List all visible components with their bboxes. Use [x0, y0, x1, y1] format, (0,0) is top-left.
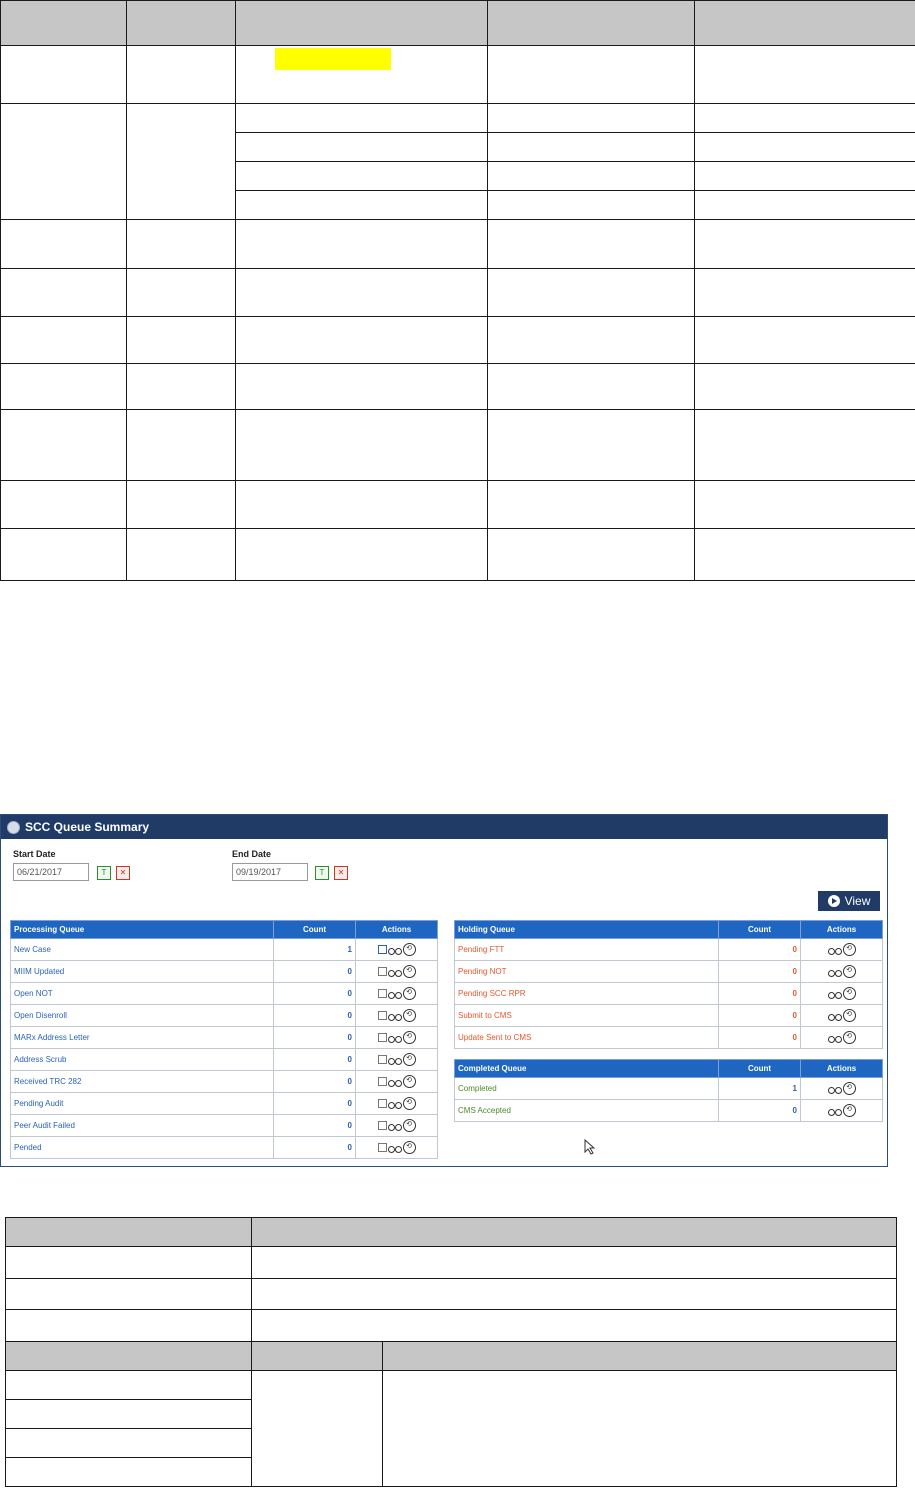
queue-count: 0 [719, 983, 801, 1005]
history-icon[interactable]: ⟲ [403, 1141, 416, 1154]
queue-count: 0 [274, 1071, 356, 1093]
queue-actions [801, 1027, 883, 1049]
history-icon[interactable]: ⟲ [403, 1119, 416, 1132]
scc-queue-summary-panel [0, 814, 888, 1167]
queue-name-link[interactable]: CMS Accepted [455, 1100, 719, 1122]
binoculars-icon[interactable] [828, 1012, 842, 1020]
history-icon[interactable]: ⟲ [843, 1009, 856, 1022]
queue-actions [356, 983, 438, 1005]
copy-icon[interactable] [378, 1077, 387, 1086]
history-icon[interactable]: ⟲ [843, 943, 856, 956]
queue-actions [356, 1049, 438, 1071]
table-header-row [1, 1, 915, 46]
queue-actions [801, 961, 883, 983]
history-icon[interactable]: ⟲ [403, 1097, 416, 1110]
queue-name-link[interactable]: Pending FTT [455, 939, 719, 961]
queue-actions [801, 1100, 883, 1122]
queue-name-link[interactable]: Pending Audit [11, 1093, 274, 1115]
queue-name-link[interactable]: Address Scrub [11, 1049, 274, 1071]
table-row [1, 46, 915, 104]
table-row [455, 1100, 883, 1122]
queue-actions [356, 1093, 438, 1115]
mouse-cursor-icon [584, 1139, 596, 1155]
table-row [6, 1279, 897, 1310]
history-icon[interactable]: ⟲ [843, 1104, 856, 1117]
actions-header: Actions [801, 1060, 883, 1078]
binoculars-icon[interactable] [388, 1078, 402, 1086]
header-cell [488, 1, 695, 46]
queue-name-link[interactable]: Submit to CMS [455, 1005, 719, 1027]
queue-actions [356, 1137, 438, 1159]
completed-queue-table [454, 1059, 883, 1122]
copy-icon[interactable] [378, 1055, 387, 1064]
header-cell [695, 1, 915, 46]
table-row [11, 1005, 438, 1027]
bottom-document-table [5, 1217, 897, 1487]
binoculars-icon[interactable] [388, 1144, 402, 1152]
yellow-highlight [275, 48, 391, 70]
panel-title-bar [1, 815, 887, 839]
queue-name-link[interactable]: Peer Audit Failed [11, 1115, 274, 1137]
table-row [11, 1027, 438, 1049]
copy-icon[interactable] [378, 1011, 387, 1020]
table-row [11, 1115, 438, 1137]
binoculars-icon[interactable] [388, 1056, 402, 1064]
binoculars-icon[interactable] [828, 990, 842, 998]
history-icon[interactable]: ⟲ [403, 987, 416, 1000]
table-row [455, 1078, 883, 1100]
table-row [455, 1027, 883, 1049]
queue-name-link[interactable]: Completed [455, 1078, 719, 1100]
end-date-label: End Date [232, 849, 272, 859]
copy-icon[interactable] [378, 1033, 387, 1042]
holding-queue-header: Holding Queue [455, 921, 719, 939]
binoculars-icon[interactable] [388, 1034, 402, 1042]
queue-actions [356, 1071, 438, 1093]
table-row [455, 1005, 883, 1027]
queue-count: 0 [274, 1049, 356, 1071]
queue-actions [356, 1115, 438, 1137]
table-row [11, 1049, 438, 1071]
play-icon [828, 895, 840, 907]
holding-queue-table [454, 920, 883, 1049]
table-row [455, 961, 883, 983]
view-button[interactable] [818, 891, 880, 911]
header-cell [1, 1, 127, 46]
queue-count: 0 [274, 1005, 356, 1027]
copy-icon[interactable] [378, 1121, 387, 1130]
queue-actions [356, 1005, 438, 1027]
clear-date-icon[interactable]: ✕ [334, 866, 348, 880]
table-row [1, 364, 915, 410]
table-row [1, 317, 915, 364]
binoculars-icon[interactable] [388, 1012, 402, 1020]
header-cell [127, 1, 236, 46]
history-icon[interactable]: ⟲ [403, 1031, 416, 1044]
processing-queue-header: Processing Queue [11, 921, 274, 939]
table-row [11, 1071, 438, 1093]
app-logo-icon [7, 821, 20, 834]
table-row [455, 939, 883, 961]
table-row [11, 1093, 438, 1115]
table-row [6, 1310, 897, 1342]
calendar-icon[interactable]: T [315, 866, 329, 880]
queue-name-link[interactable]: Update Sent to CMS [455, 1027, 719, 1049]
history-icon[interactable]: ⟲ [843, 1082, 856, 1095]
start-date-input[interactable]: 06/21/2017 [13, 863, 89, 881]
binoculars-icon[interactable] [828, 1107, 842, 1115]
queue-name-link[interactable]: Open NOT [11, 983, 274, 1005]
table-row [1, 410, 915, 481]
queue-actions [801, 939, 883, 961]
table-row [11, 1137, 438, 1159]
copy-icon[interactable] [378, 1099, 387, 1108]
binoculars-icon[interactable] [388, 1100, 402, 1108]
table-row [6, 1247, 897, 1279]
binoculars-icon[interactable] [388, 1122, 402, 1130]
queue-name-link[interactable]: Open Disenroll [11, 1005, 274, 1027]
copy-icon[interactable] [378, 945, 387, 954]
completed-queue-header: Completed Queue [455, 1060, 719, 1078]
table-header-row [6, 1342, 897, 1371]
table-row [11, 983, 438, 1005]
queue-count: 0 [274, 1115, 356, 1137]
queue-count: 0 [274, 961, 356, 983]
clear-date-icon[interactable]: ✕ [116, 866, 130, 880]
actions-header: Actions [801, 921, 883, 939]
table-row [455, 983, 883, 1005]
table-row [1, 104, 915, 133]
history-icon[interactable]: ⟲ [403, 1009, 416, 1022]
view-button-label: View [844, 894, 871, 908]
queue-count: 1 [274, 939, 356, 961]
table-row [1, 220, 915, 269]
panel-title: SCC Queue Summary [25, 820, 150, 834]
history-icon[interactable]: ⟲ [403, 965, 416, 978]
history-icon[interactable]: ⟲ [403, 943, 416, 956]
queue-count: 0 [719, 1100, 801, 1122]
table-row [6, 1371, 897, 1400]
count-header: Count [274, 921, 356, 939]
binoculars-icon[interactable] [828, 1034, 842, 1042]
count-header: Count [719, 1060, 801, 1078]
calendar-icon[interactable]: T [97, 866, 111, 880]
copy-icon[interactable] [378, 989, 387, 998]
top-document-table [0, 0, 915, 581]
processing-queue-table [10, 920, 438, 1159]
table-row [1, 269, 915, 317]
copy-icon[interactable] [378, 1143, 387, 1152]
queue-count: 0 [274, 1137, 356, 1159]
copy-icon[interactable] [378, 967, 387, 976]
queue-count: 1 [719, 1078, 801, 1100]
table-row [1, 529, 915, 581]
queue-actions [801, 1005, 883, 1027]
binoculars-icon[interactable] [388, 946, 402, 954]
queue-count: 0 [274, 1093, 356, 1115]
queue-name-link[interactable]: MIIM Updated [11, 961, 274, 983]
header-cell [236, 1, 488, 46]
history-icon[interactable]: ⟲ [403, 1075, 416, 1088]
table-row [1, 481, 915, 529]
queue-name-link[interactable]: Pending NOT [455, 961, 719, 983]
queue-actions [356, 961, 438, 983]
queue-count: 0 [719, 961, 801, 983]
start-date-label: Start Date [13, 849, 56, 859]
actions-header: Actions [356, 921, 438, 939]
end-date-input[interactable]: 09/19/2017 [232, 863, 308, 881]
binoculars-icon[interactable] [828, 946, 842, 954]
table-header-row [6, 1218, 897, 1247]
queue-count: 0 [719, 939, 801, 961]
queue-count: 0 [274, 983, 356, 1005]
table-row [11, 961, 438, 983]
queue-count: 0 [274, 1027, 356, 1049]
history-icon[interactable]: ⟲ [403, 1053, 416, 1066]
history-icon[interactable]: ⟲ [843, 965, 856, 978]
history-icon[interactable]: ⟲ [843, 1031, 856, 1044]
count-header: Count [719, 921, 801, 939]
queue-name-link[interactable]: Pending SCC RPR [455, 983, 719, 1005]
table-row [11, 939, 438, 961]
queue-name-link[interactable]: New Case [11, 939, 274, 961]
binoculars-icon[interactable] [388, 968, 402, 976]
queue-actions [356, 939, 438, 961]
binoculars-icon[interactable] [828, 1085, 842, 1093]
queue-actions [356, 1027, 438, 1049]
binoculars-icon[interactable] [388, 990, 402, 998]
queue-name-link[interactable]: Received TRC 282 [11, 1071, 274, 1093]
history-icon[interactable]: ⟲ [843, 987, 856, 1000]
queue-count: 0 [719, 1005, 801, 1027]
queue-name-link[interactable]: Pended [11, 1137, 274, 1159]
queue-actions [801, 983, 883, 1005]
queue-actions [801, 1078, 883, 1100]
queue-name-link[interactable]: MARx Address Letter [11, 1027, 274, 1049]
binoculars-icon[interactable] [828, 968, 842, 976]
queue-count: 0 [719, 1027, 801, 1049]
